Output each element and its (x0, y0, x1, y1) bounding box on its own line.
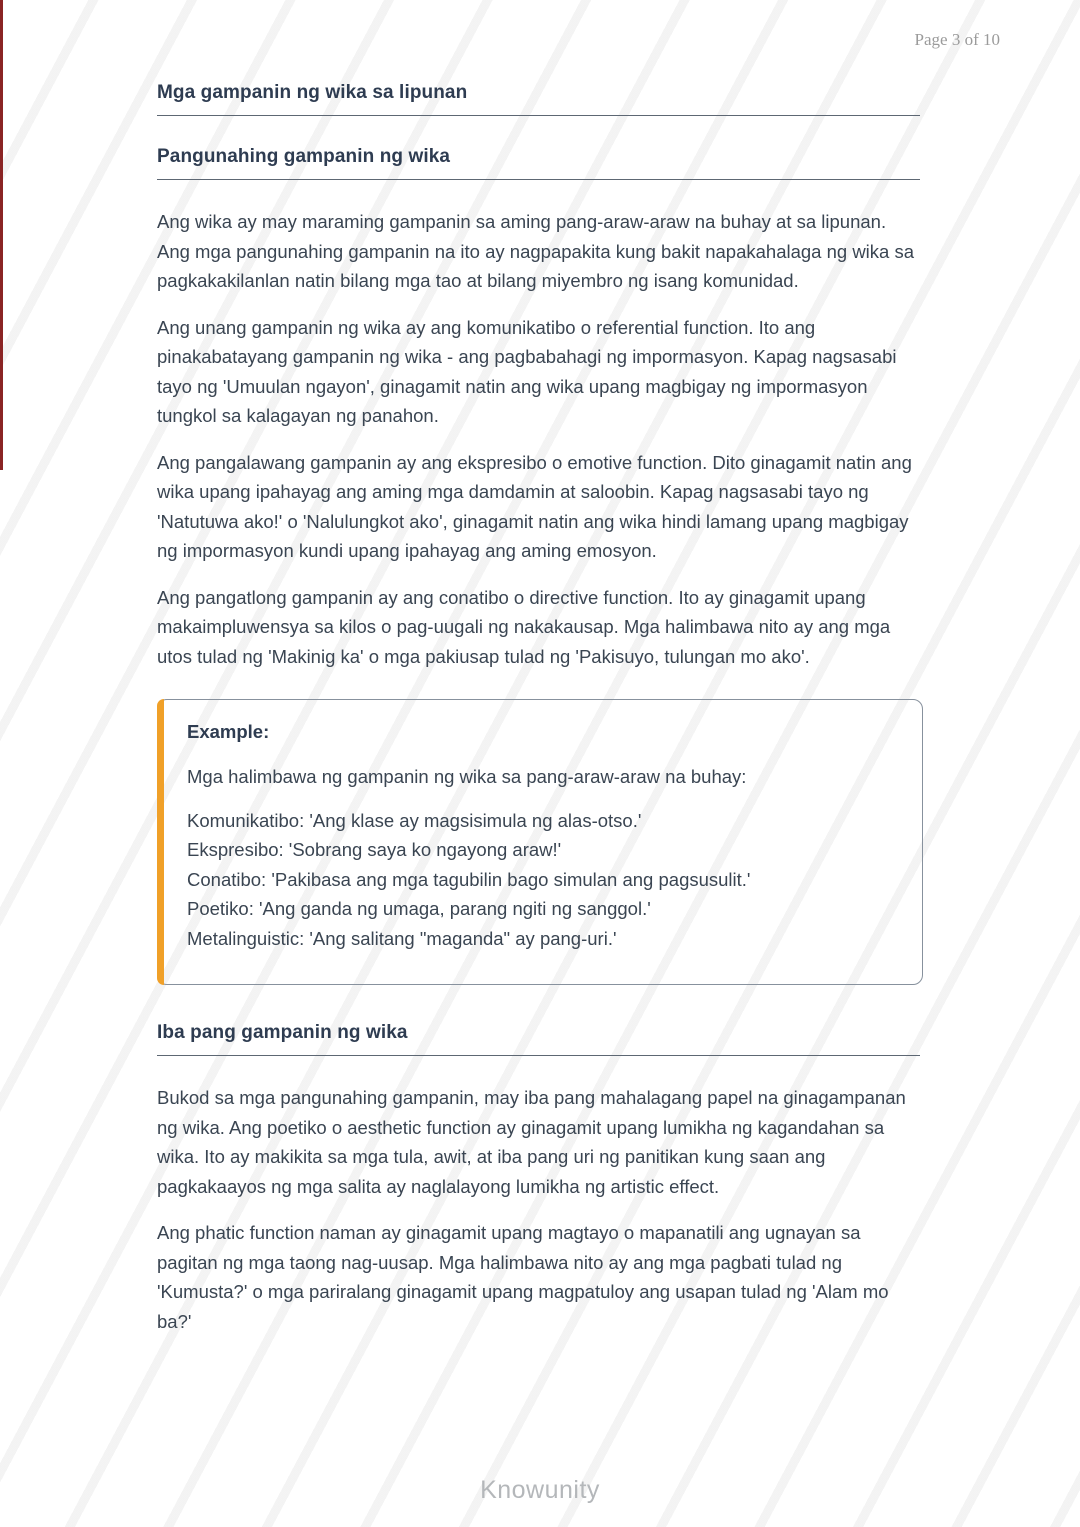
paragraph: Ang pangatlong gampanin ay ang conatibo o directive function. Ito ay ginagamit upang makaimpluwensya sa kilos o pag-uugali ng nakakausap. Mga halimbawa nito ay ang mga utos tulad ng 'Makinig ka' o mga pakiusap tulad ng 'Pakisuyo, tulungan mo ako'. (157, 586, 891, 667)
heading-divider (157, 179, 920, 180)
section-heading-primary-functions: Pangunahing gampanin ng wika (157, 146, 451, 167)
section-heading-other-functions: Iba pang gampanin ng wika (157, 1022, 408, 1043)
example-item: Komunikatibo: 'Ang klase ay magsisimula ng alas-otso.' (187, 809, 642, 831)
page-indicator: Page 3 of 10 (914, 30, 1000, 49)
paragraph: Ang unang gampanin ng wika ay ang komunikatibo o referential function. Ito ang pinakabatayang gampanin ng wika - ang pagbabahagi ng impormasyon. Kapag nagsasabi tayo ng 'Umuulan ngayon', ginagamit natin ang wika upang magbigay ng impormasyon tungkol sa kalagayan ng panahon. (157, 316, 897, 426)
paragraph: Ang phatic function naman ay ginagamit upang magtayo o mapanatili ang ugnayan sa pagitan ng mga taong nag-uusap. Mga halimbawa nito ay ang mga pagbati tulad ng 'Kumusta?' o mga pariralang ginagamit upang magpatuloy ang usapan tulad ng 'Alam mo ba?' (157, 1222, 889, 1332)
example-accent-bar (157, 699, 164, 985)
example-item: Metalinguistic: 'Ang salitang "maganda" ay pang-uri.' (187, 927, 617, 949)
section-heading-main: Mga gampanin ng wika sa lipunan (157, 82, 468, 103)
paragraph: Ang wika ay may maraming gampanin sa aming pang-araw-araw na buhay at sa lipunan. Ang mga pangunahing gampanin na ito ay nagpapakita kung bakit napakahalaga ng wika sa pagkakakilanlan natin bilang mga tao at bilang miyembro ng isang komunidad. (157, 211, 915, 291)
paragraph: Ang pangalawang gampanin ay ang ekspresibo o emotive function. Dito ginagamit natin ang wika upang ipahayag ang aming mga damdamin at saloobin. Kapag nagsasabi tayo ng 'Natutuwa ako!' o 'Nalulungkot ako', ginagamit natin ang wika hindi lamang upang magbigay ng impormasyon kundi upang ipahayag ang aming emosyon. (157, 451, 912, 561)
example-title: Example: (187, 721, 270, 742)
example-item: Ekspresibo: 'Sobrang saya ko ngayong araw!' (187, 839, 562, 860)
example-callout-box (157, 699, 923, 985)
example-item: Poetiko: 'Ang ganda ng umaga, parang ngiti ng sanggol.' (187, 898, 651, 919)
knowunity-watermark: Knowunity (480, 1476, 600, 1504)
heading-divider (157, 1055, 920, 1056)
paragraph: Bukod sa mga pangunahing gampanin, may iba pang mahalagang papel na ginagampanan ng wika. Ang poetiko o aesthetic function ay ginagamit upang lumikha ng kagandahan sa wika. Ito ay makikita sa mga tula, awit, at iba pang uri ng panitikan kung saan ang pagkakaayos ng mga salita ay naglalayong lumikha ng artistic effect. (157, 1087, 906, 1197)
example-item: Conatibo: 'Pakibasa ang mga tagubilin bago simulan ang pagsusulit.' (187, 868, 751, 890)
left-accent-bar (0, 0, 3, 470)
document-content (157, 0, 920, 1336)
example-intro: Mga halimbawa ng gampanin ng wika sa pang-araw-araw na buhay: (187, 766, 747, 787)
heading-divider (157, 115, 920, 116)
example-item-list (187, 806, 892, 954)
